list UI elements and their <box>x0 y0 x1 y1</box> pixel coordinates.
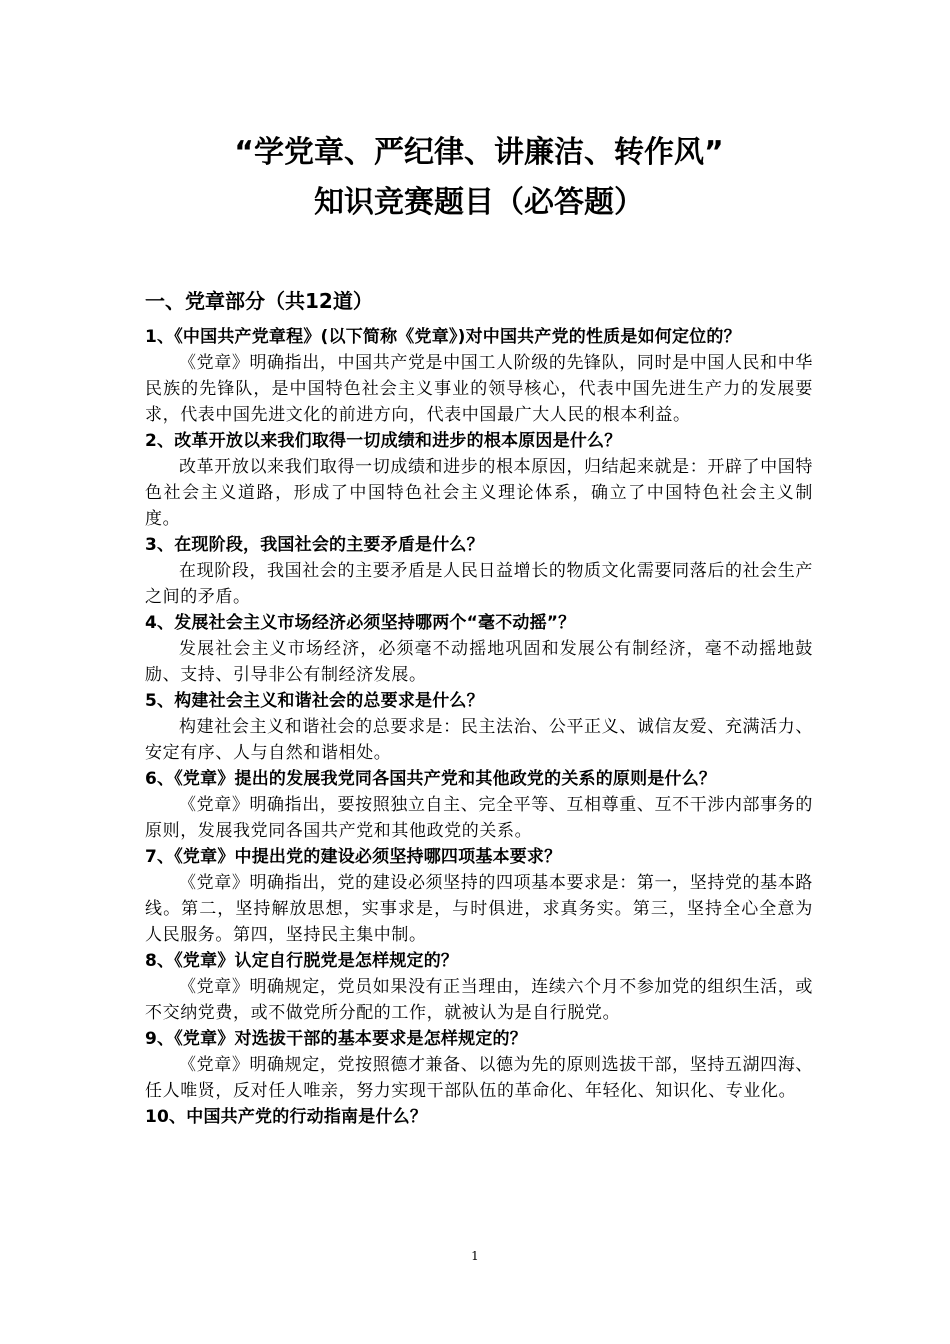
question-4: 4、发展社会主义市场经济必须坚持哪两个“毫不动摇”？ <box>145 613 576 633</box>
qa-item-5 <box>145 688 813 766</box>
question-10: 10、中国共产党的行动指南是什么？ <box>145 1107 428 1127</box>
answer-2: 改革开放以来我们取得一切成绩和进步的根本原因，归结起来就是：开辟了中国特色社会主义道路，形成了中国特色社会主义理论体系，确立了中国特色社会主义制度。 <box>145 457 813 529</box>
answer-1: 《党章》明确指出，中国共产党是中国工人阶级的先锋队，同时是中国人民和中华民族的先锋队，是中国特色社会主义事业的领导核心，代表中国先进生产力的发展要求，代表中国先进文化的前进方向，代表中国最广大人民的根本利益。 <box>145 353 813 425</box>
question-1: 1、《中国共产党章程》(以下简称《党章》)对中国共产党的性质是如何定位的？ <box>145 327 741 347</box>
title-line-1: “学党章、严纪律、讲廉洁、转作风” <box>234 135 724 170</box>
question-3: 3、在现阶段，我国社会的主要矛盾是什么？ <box>145 535 484 555</box>
answer-9: 《党章》明确规定，党按照德才兼备、以德为先的原则选拔干部，坚持五湖四海、任人唯贤，反对任人唯亲，努力实现干部队伍的革命化、年轻化、知识化、专业化。 <box>145 1055 813 1101</box>
page-number: 1 <box>471 1249 479 1263</box>
question-6: 6、《党章》提出的发展我党同各国共产党和其他政党的关系的原则是什么？ <box>145 769 717 789</box>
question-9: 9、《党章》对选拔干部的基本要求是怎样规定的？ <box>145 1029 527 1049</box>
question-8: 8、《党章》认定自行脱党是怎样规定的？ <box>145 951 459 971</box>
question-7: 7、《党章》中提出党的建设必须坚持哪四项基本要求？ <box>145 847 562 867</box>
qa-item-9 <box>145 1026 813 1104</box>
answer-4: 发展社会主义市场经济，必须毫不动摇地巩固和发展公有制经济，毫不动摇地鼓励、支持、引导非公有制经济发展。 <box>145 639 813 685</box>
answer-6: 《党章》明确指出，要按照独立自主、完全平等、互相尊重、互不干涉内部事务的原则，发展我党同各国共产党和其他政党的关系。 <box>145 795 813 841</box>
question-2: 2、改革开放以来我们取得一切成绩和进步的根本原因是什么？ <box>145 431 622 451</box>
title-line-2: 知识竞赛题目（必答题） <box>314 185 644 220</box>
qa-item-8 <box>145 948 813 1026</box>
qa-item-10 <box>145 1104 813 1130</box>
document-body <box>145 284 813 1130</box>
section-heading: 一、党章部分（共12道） <box>145 289 373 313</box>
qa-item-2 <box>145 428 813 532</box>
answer-3: 在现阶段，我国社会的主要矛盾是人民日益增长的物质文化需要同落后的社会生产之间的矛盾。 <box>145 561 813 607</box>
answer-5: 构建社会主义和谐社会的总要求是：民主法治、公平正义、诚信友爱、充满活力、安定有序、人与自然和谐相处。 <box>145 717 813 763</box>
question-5: 5、构建社会主义和谐社会的总要求是什么？ <box>145 691 484 711</box>
qa-item-7 <box>145 844 813 948</box>
document-title <box>0 128 950 228</box>
answer-7: 《党章》明确指出，党的建设必须坚持的四项基本要求是：第一，坚持党的基本路线。第二，坚持解放思想，实事求是，与时俱进，求真务实。第三，坚持全心全意为人民服务。第四，坚持民主集中制。 <box>145 873 813 945</box>
qa-item-6 <box>145 766 813 844</box>
answer-8: 《党章》明确规定，党员如果没有正当理由，连续六个月不参加党的组织生活，或不交纳党费，或不做党所分配的工作，就被认为是自行脱党。 <box>145 977 813 1023</box>
qa-item-3 <box>145 532 813 610</box>
qa-item-4 <box>145 610 813 688</box>
qa-item-1 <box>145 324 813 428</box>
